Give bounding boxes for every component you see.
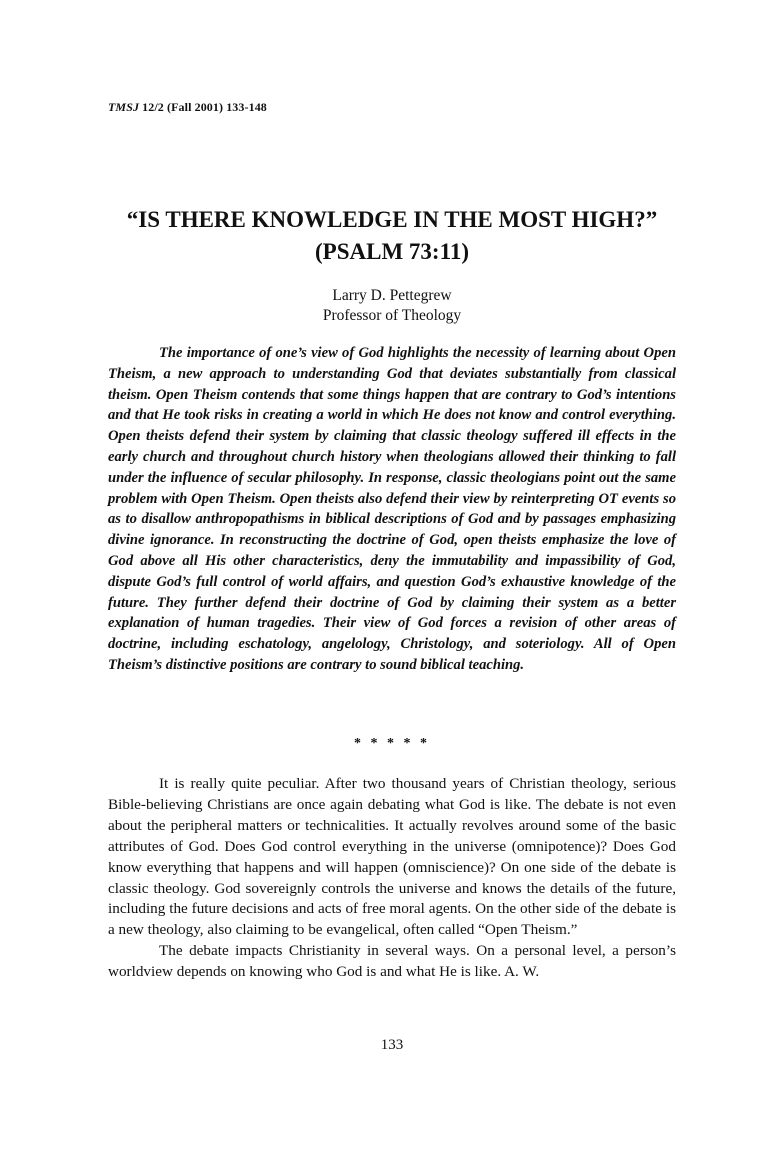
- title-line-2: (PSALM 73:11): [315, 239, 469, 264]
- page-number: 133: [380, 1037, 404, 1053]
- author-position: Professor of Theology: [322, 307, 462, 324]
- author-name: Larry D. Pettegrew: [332, 287, 452, 304]
- body-text: [108, 774, 676, 983]
- body-paragraph-1: It is really quite peculiar. After two thousand years of Christian theology, serious Bible-believing Christians are once again debating what God is like. The debate is not even about the peripheral matters or technicalities. It actually revolves around some of the basic attributes of God. Does God control everything in the universe (omnipotence)? Does God know everything that happens and will happen (omniscience)? On one side of the debate is classic theology. God sovereignly controls the universe and knows the details of the future, including the future decisions and acts of free moral agents. On the other side of the debate is a new theology, also claiming to be evangelical, often called “Open Theism.”: [108, 775, 676, 939]
- author-block: [108, 286, 676, 326]
- title-line-1: “IS THERE KNOWLEDGE IN THE MOST HIGH?”: [126, 207, 658, 232]
- abstract: The importance of one’s view of God highlights the necessity of learning about Open Theism, a new approach to understanding God that deviates substantially from classical theism. Open Theism contends that some things happen that are contrary to God’s intentions and that He took risks in creating a world in which He does not know and control everything. Open theists defend their system by claiming that classic theology suffered ill effects in the early church and throughout church history when theologians allowed their thinking to fall under the influence of secular philosophy. In response, classic theologians point out the same problem with Open Theism. Open theists also defend their view by reinterpreting OT events so as to disallow anthropopathisms in biblical descriptions of God and by passages emphasizing divine ignorance. In reconstructing the doctrine of God, open theists emphasize the love of God above all His other characteristics, deny the immutability and impassibility of God, dispute God’s full control of world affairs, and question God’s exhaustive knowledge of the future. They further defend their doctrine of God by claiming their system as a better explanation of human tragedies. Their view of God forces a revision of other areas of doctrine, including eschatology, angelology, Christology, and soteriology. All of Open Theism’s distinctive positions are contrary to sound biblical teaching.: [108, 345, 676, 673]
- running-head: [108, 100, 267, 115]
- journal-citation: 12/2 (Fall 2001) 133-148: [139, 100, 267, 114]
- section-separator: * * * * *: [354, 736, 430, 751]
- document-page: [108, 0, 676, 1152]
- article-title: [108, 204, 676, 268]
- journal-abbreviation: TMSJ: [108, 100, 140, 114]
- body-paragraph-2: The debate impacts Christianity in several ways. On a personal level, a person’s worldview depends on knowing who God is and what He is like. A. W.: [108, 942, 676, 981]
